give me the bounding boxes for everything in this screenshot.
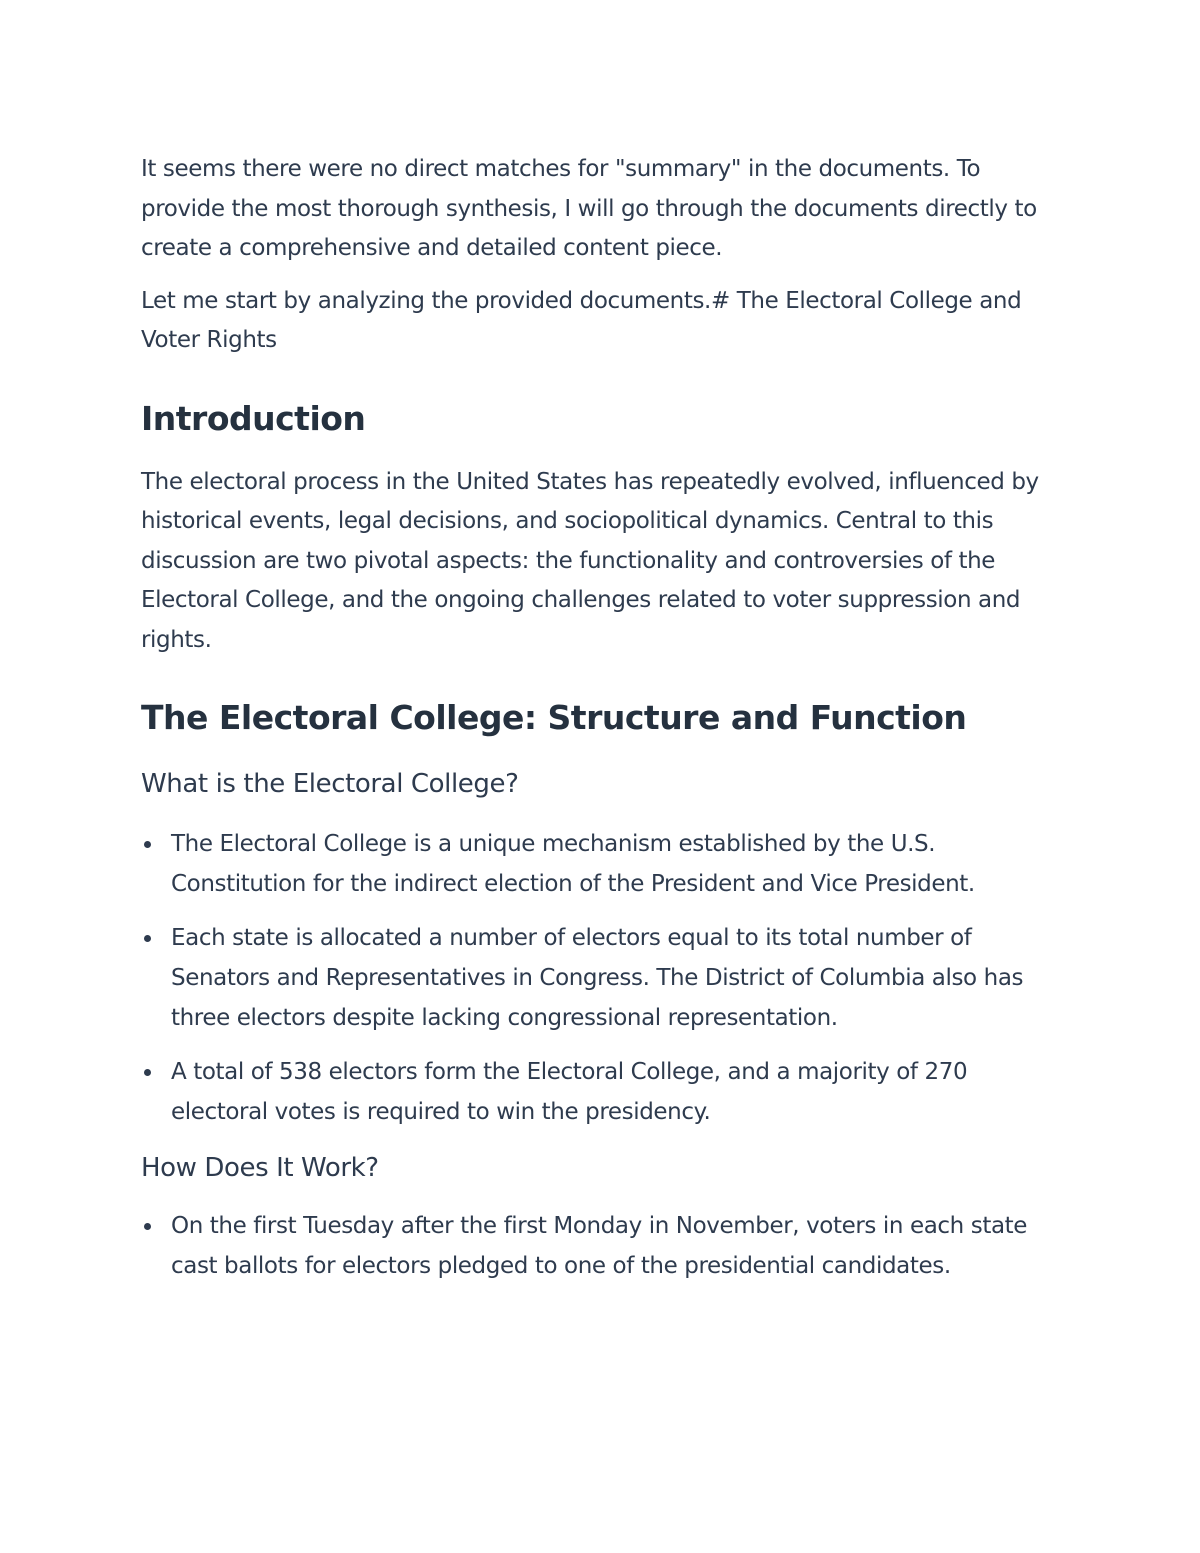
intro-paragraph: It seems there were no direct matches for "summary" in the documents. To provide the most thorough synthesis, I will go through the documents directly to create a comprehensive and detailed content piece. (141, 156, 1037, 261)
list-item (141, 918, 1066, 1038)
list-item-text: On the first Tuesday after the first Monday in November, voters in each state cast ballots for electors pledged to one of the presidential candidates. (171, 1213, 1028, 1279)
bullet-icon (144, 841, 151, 848)
section-heading-introduction: Introduction (141, 398, 366, 438)
bullet-icon (144, 1223, 151, 1230)
subheading-how-it-works: How Does It Work? (141, 1153, 379, 1183)
bullet-list-what-is (141, 824, 1066, 1132)
bullet-icon (144, 1069, 151, 1076)
list-item (141, 1206, 1066, 1286)
intro-paragraph: Let me start by analyzing the provided documents.# The Electoral College and Voter Rights (141, 287, 1022, 353)
subheading-what-is: What is the Electoral College? (141, 769, 519, 799)
document-page (141, 150, 1066, 1286)
list-item-text: Each state is allocated a number of electors equal to its total number of Senators and Representatives in Congress. The District of Columbia also has three electors despite lacking congressional representation. (171, 925, 1024, 1031)
bullet-list-how-it-works (141, 1206, 1066, 1286)
introduction-paragraph: The electoral process in the United States has repeatedly evolved, influenced by historical events, legal decisions, and sociopolitical dynamics. Central to this discussion are two pivotal aspects: the functionality and controversies of the Electoral College, and the ongoing challenges related to voter suppression and rights. (141, 468, 1039, 653)
list-item-text: A total of 538 electors form the Electoral College, and a majority of 270 electoral votes is required to win the presidency. (171, 1059, 968, 1125)
list-item-text: The Electoral College is a unique mechanism established by the U.S. Constitution for the indirect election of the President and Vice President. (171, 831, 975, 897)
bullet-icon (144, 935, 151, 942)
list-item (141, 824, 1066, 904)
section-heading-electoral-college: The Electoral College: Structure and Function (141, 698, 967, 737)
list-item (141, 1052, 1066, 1132)
